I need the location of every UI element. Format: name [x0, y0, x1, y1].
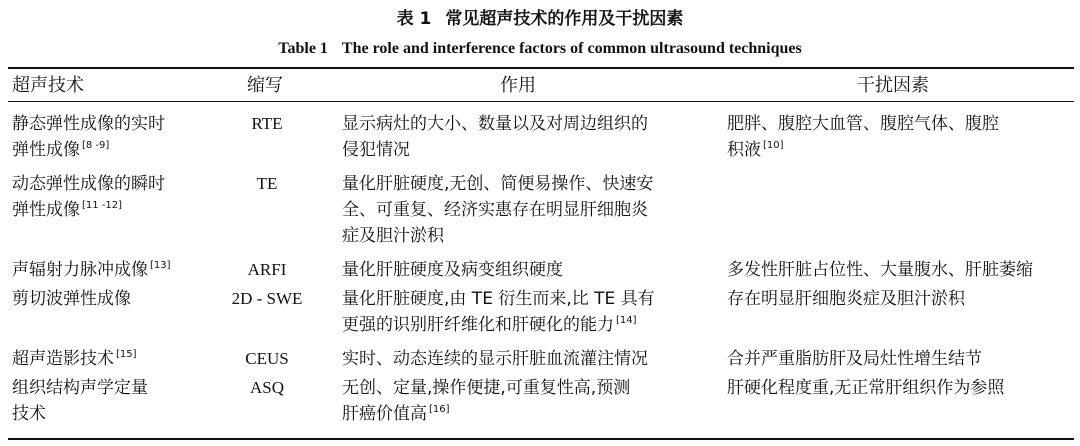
table-row-ceus-technique	[12, 346, 137, 372]
role-line: 量化肝脏硬度,无创、简便易操作、快速安	[342, 174, 654, 194]
role-line: 量化肝脏硬度,由 TE 衍生而来,比 TE 具有	[342, 289, 655, 309]
table-row-swe-factors	[727, 286, 965, 312]
technique-line: 剪切波弹性成像	[12, 289, 131, 309]
table-row-te-role	[342, 171, 653, 249]
factor-line: 合并严重脂肪肝及局灶性增生结节	[727, 349, 982, 369]
table-row-swe-role	[342, 286, 655, 338]
table-row-ceus-abbr: CEUS	[245, 349, 289, 368]
technique-line: 技术	[12, 404, 46, 424]
role-line: 显示病灶的大小、数量以及对周边组织的	[342, 114, 648, 134]
table-title-en-text: The role and interference factors of common ultrasound techniques	[341, 40, 802, 57]
table-top-rule	[8, 67, 1074, 69]
citation-ref: [13]	[150, 260, 171, 272]
technique-line: 弹性成像	[12, 140, 80, 160]
table-row-rte-factors	[727, 111, 999, 163]
factor-line: 肥胖、腹腔大血管、腹腔气体、腹腔	[727, 114, 999, 134]
technique-line: 声辐射力脉冲成像	[12, 260, 148, 280]
table-row-asq-technique	[12, 375, 148, 427]
role-line: 量化肝脏硬度及病变组织硬度	[342, 260, 563, 280]
table-row-asq-role	[342, 375, 630, 427]
table-bottom-rule	[8, 438, 1074, 440]
factor-line: 存在明显肝细胞炎症及胆汁淤积	[727, 289, 965, 309]
role-line: 全、可重复、经济实惠存在明显肝细胞炎	[342, 200, 648, 220]
table-row-rte-role	[342, 111, 648, 163]
table-row-te-abbr: TE	[256, 174, 278, 193]
header-abbreviation: 缩写	[247, 75, 283, 96]
table-header-rule	[8, 101, 1074, 102]
table-row-arfi-technique	[12, 257, 171, 283]
role-line: 侵犯情况	[342, 140, 410, 160]
table-title-english	[0, 38, 1080, 60]
table-number-en: Table 1	[278, 40, 328, 57]
citation-ref: [14]	[616, 315, 637, 327]
technique-line: 组织结构声学定量	[12, 378, 148, 398]
table-row-te-technique	[12, 171, 165, 223]
technique-line: 动态弹性成像的瞬时	[12, 174, 165, 194]
table-row-ceus-role	[342, 346, 648, 372]
table-number-cn: 表 1	[396, 9, 432, 29]
table-row-arfi-role	[342, 257, 563, 283]
technique-line: 弹性成像	[12, 200, 80, 220]
header-role: 作用	[500, 75, 536, 96]
citation-ref: [10]	[763, 140, 784, 152]
table-row-ceus-factors	[727, 346, 982, 372]
role-line: 症及胆汁淤积	[342, 226, 444, 246]
table-title-chinese	[0, 8, 1080, 30]
table-row-asq-factors	[727, 375, 1004, 401]
table-row-rte-abbr: RTE	[251, 114, 283, 133]
technique-line: 静态弹性成像的实时	[12, 114, 165, 134]
factor-line: 积液	[727, 140, 761, 160]
factor-line: 多发性肝脏占位性、大量腹水、肝脏萎缩	[727, 260, 1033, 280]
citation-ref: [15]	[116, 349, 137, 361]
citation-ref: [11 -12]	[82, 200, 123, 212]
table-row-arfi-abbr: ARFI	[247, 260, 287, 279]
table-row-asq-abbr: ASQ	[249, 378, 284, 397]
table-row-rte-technique	[12, 111, 165, 163]
table-title-cn-text: 常见超声技术的作用及干扰因素	[445, 9, 684, 29]
header-technique: 超声技术	[12, 75, 84, 96]
technique-line: 超声造影技术	[12, 349, 114, 369]
header-factors: 干扰因素	[857, 75, 929, 96]
factor-line: 肝硬化程度重,无正常肝组织作为参照	[727, 378, 1005, 398]
citation-ref: [16]	[429, 404, 450, 416]
role-line: 更强的识别肝纤维化和肝硬化的能力	[342, 315, 614, 335]
table-row-swe-abbr: 2D - SWE	[231, 289, 303, 308]
table-row-arfi-factors	[727, 257, 1033, 283]
citation-ref: [8 -9]	[82, 140, 110, 152]
role-line: 肝癌价值高	[342, 404, 427, 424]
role-line: 实时、动态连续的显示肝脏血流灌注情况	[342, 349, 648, 369]
table-row-swe-technique	[12, 286, 131, 312]
role-line: 无创、定量,操作便捷,可重复性高,预测	[342, 378, 631, 398]
